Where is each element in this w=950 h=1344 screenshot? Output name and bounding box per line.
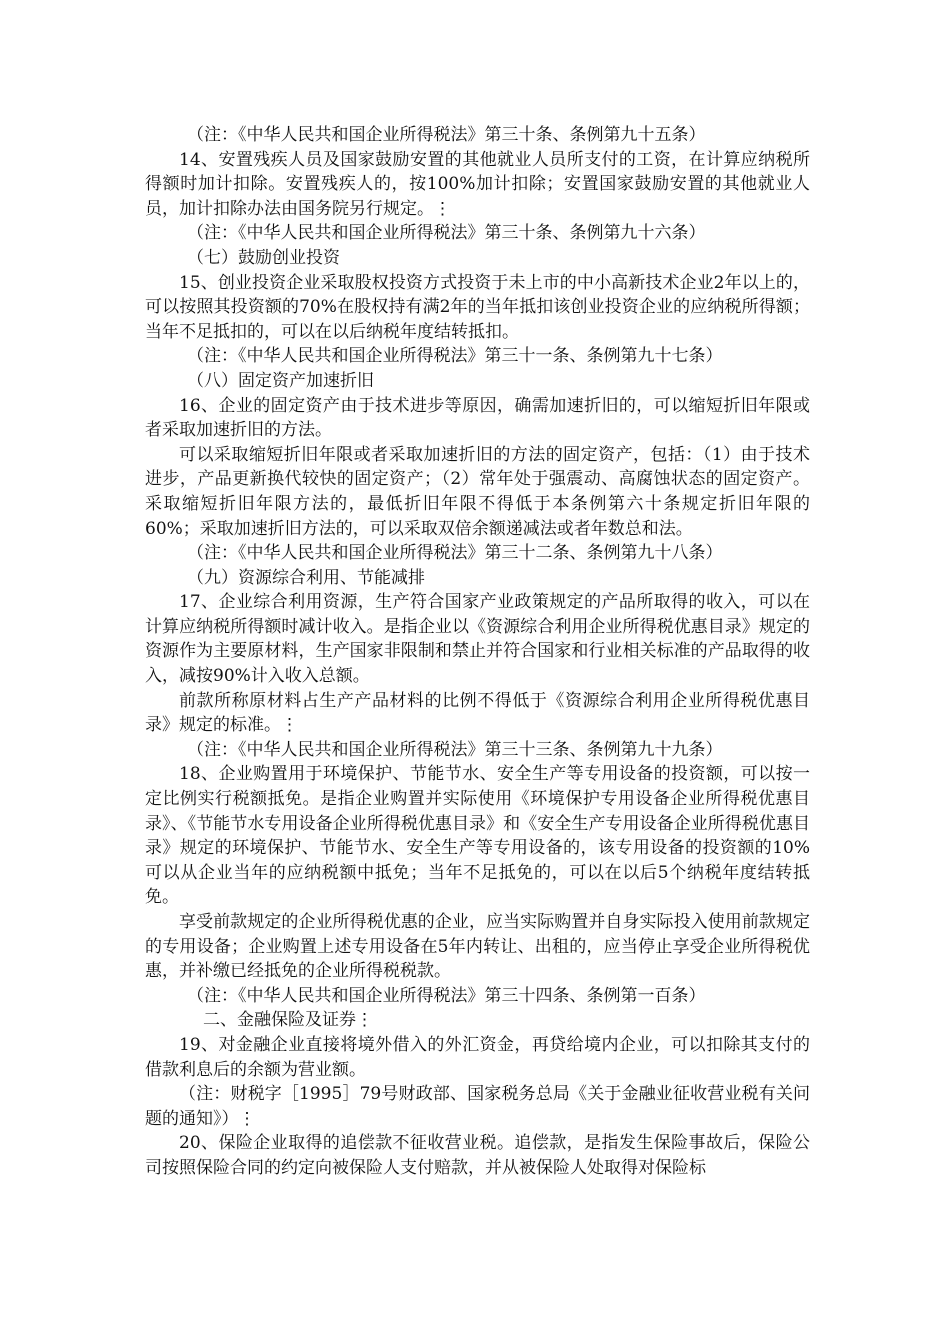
body-paragraph: 18、企业购置用于环境保护、节能节水、安全生产等专用设备的投资额，可以按一定比例实行税额抵免。是指企业购置并实际使用《环境保护专用设备企业所得税优惠目录》、《节能节水专用设备企业所得税优惠目录》和《安全生产专用设备企业所得税优惠目录》规定的环境保护、节能节水、安全生产等专用设备的，该专用设备的投资额的10%可以从企业当年的应纳税额中抵免；当年不足抵免的，可以在以后5个纳税年度结转抵免。 [145, 764, 810, 908]
body-paragraph: 17、企业综合利用资源，生产符合国家产业政策规定的产品所取得的收入，可以在计算应纳税所得额时减计收入。是指企业以《资源综合利用企业所得税优惠目录》规定的资源作为主要原材料，生产国家非限制和禁止并符合国家和行业相关标准的产品取得的收入，减按90%计入收入总额。 [145, 592, 810, 687]
section-heading: （九）资源综合利用、节能减排 [187, 567, 425, 588]
body-paragraph: 14、安置残疾人员及国家鼓励安置的其他就业人员所支付的工资，在计算应纳税所得额时加计扣除。安置残疾人的，按100%加计扣除；安置国家鼓励安置的其他就业人员，加计扣除办法由国务院另行规定。⋮ [145, 149, 810, 219]
body-paragraph: 享受前款规定的企业所得税优惠的企业，应当实际购置并自身实际投入使用前款规定的专用设备；企业购置上述专用设备在5年内转让、出租的，应当停止享受企业所得税优惠，并补缴已经抵免的企业所得税税款。 [145, 912, 810, 982]
body-paragraph: 20、保险企业取得的追偿款不征收营业税。追偿款，是指发生保险事故后，保险公司按照保险合同的约定向被保险人支付赔款，并从被保险人处取得对保险标 [145, 1133, 810, 1178]
note-paragraph: （注：《中华人民共和国企业所得税法》第三十条、条例第九十五条） [187, 125, 706, 145]
note-paragraph: （注：《中华人民共和国企业所得税法》第三十条、条例第九十六条） [187, 223, 706, 244]
body-paragraph: 16、企业的固定资产由于技术进步等原因，确需加速折旧的，可以缩短折旧年限或者采取加速折旧的方法。 [145, 395, 810, 441]
chapter-heading: 二、金融保险及证券⋮ [203, 1010, 373, 1031]
document-body [145, 123, 810, 1181]
note-paragraph: （注：《中华人民共和国企业所得税法》第三十四条、条例第一百条） [187, 985, 706, 1006]
section-heading: （八）固定资产加速折旧 [187, 370, 374, 391]
body-paragraph: 15、创业投资企业采取股权投资方式投资于未上市的中小高新技术企业2年以上的，可以按照其投资额的70%在股权持有满2年的当年抵扣该创业投资企业的应纳税所得额；当年不足抵扣的，可以在以后纳税年度结转抵扣。 [145, 272, 810, 342]
body-paragraph: 可以采取缩短折旧年限或者采取加速折旧的方法的固定资产，包括：（1）由于技术进步，产品更新换代较快的固定资产；（2）常年处于强震动、高腐蚀状态的固定资产。采取缩短折旧年限方法的，最低折旧年限不得低于本条例第六十条规定折旧年限的60%；采取加速折旧方法的，可以采取双倍余额递减法或者年数总和法。 [145, 444, 810, 539]
section-heading: （七）鼓励创业投资 [187, 247, 340, 268]
note-paragraph: （注：《中华人民共和国企业所得税法》第三十三条、条例第九十九条） [187, 739, 723, 760]
body-paragraph: 前款所称原材料占生产产品材料的比例不得低于《资源综合利用企业所得税优惠目录》规定的标准。⋮ [145, 690, 810, 736]
note-paragraph: （注：《中华人民共和国企业所得税法》第三十二条、条例第九十八条） [187, 543, 723, 564]
body-paragraph: 19、对金融企业直接将境外借入的外汇资金，再贷给境内企业，可以扣除其支付的借款利息后的余额为营业额。 [145, 1034, 810, 1080]
note-paragraph: （注：《中华人民共和国企业所得税法》第三十一条、条例第九十七条） [187, 346, 723, 367]
note-paragraph: （注：财税字［1995］79号财政部、国家税务总局《关于金融业征收营业税有关问题的通知》）⋮ [145, 1084, 810, 1129]
